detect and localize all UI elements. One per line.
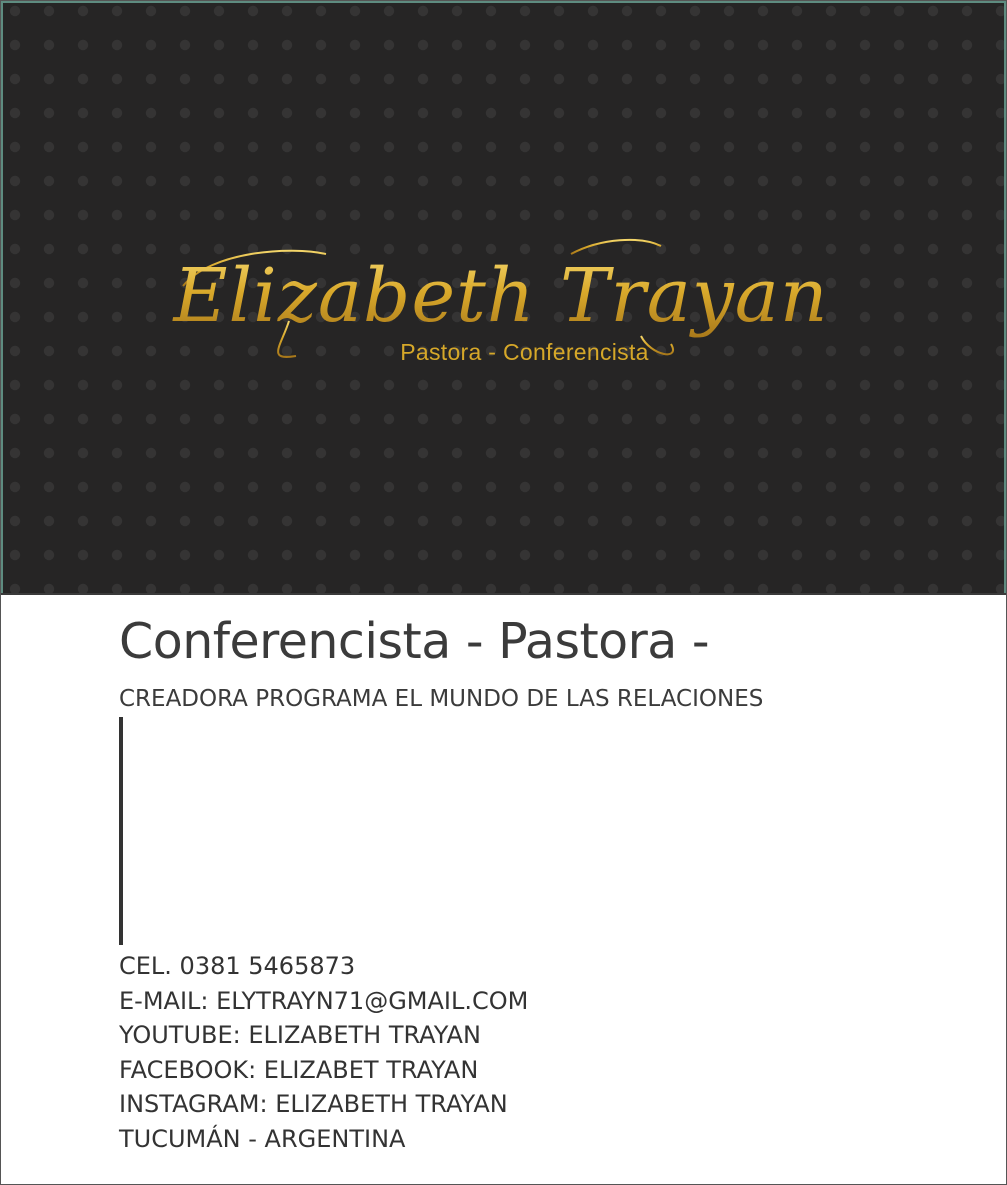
contact-phone: CEL. 0381 5465873 (119, 952, 356, 980)
contact-list (119, 949, 528, 1157)
contact-location: TUCUMÁN - ARGENTINA (119, 1124, 406, 1153)
program-line: CREADORA PROGRAMA EL MUNDO DE LAS RELACIONES (119, 686, 764, 712)
contact-youtube: YOUTUBE: ELIZABETH TRAYAN (119, 1021, 481, 1050)
front-subtitle: Pastora - Conferencista (400, 339, 649, 365)
card-front (1, 1, 1006, 595)
contact-instagram: INSTAGRAM: ELIZABETH TRAYAN (119, 1090, 508, 1119)
back-title: Conferencista - Pastora - (119, 613, 710, 670)
contact-email: E-MAIL: ELYTRAYN71@GMAIL.COM (119, 986, 529, 1015)
divider-line (119, 717, 123, 945)
contact-facebook: FACEBOOK: ELIZABET TRAYAN (119, 1055, 479, 1084)
logo-name: Elizabeth Trayan (173, 253, 829, 339)
